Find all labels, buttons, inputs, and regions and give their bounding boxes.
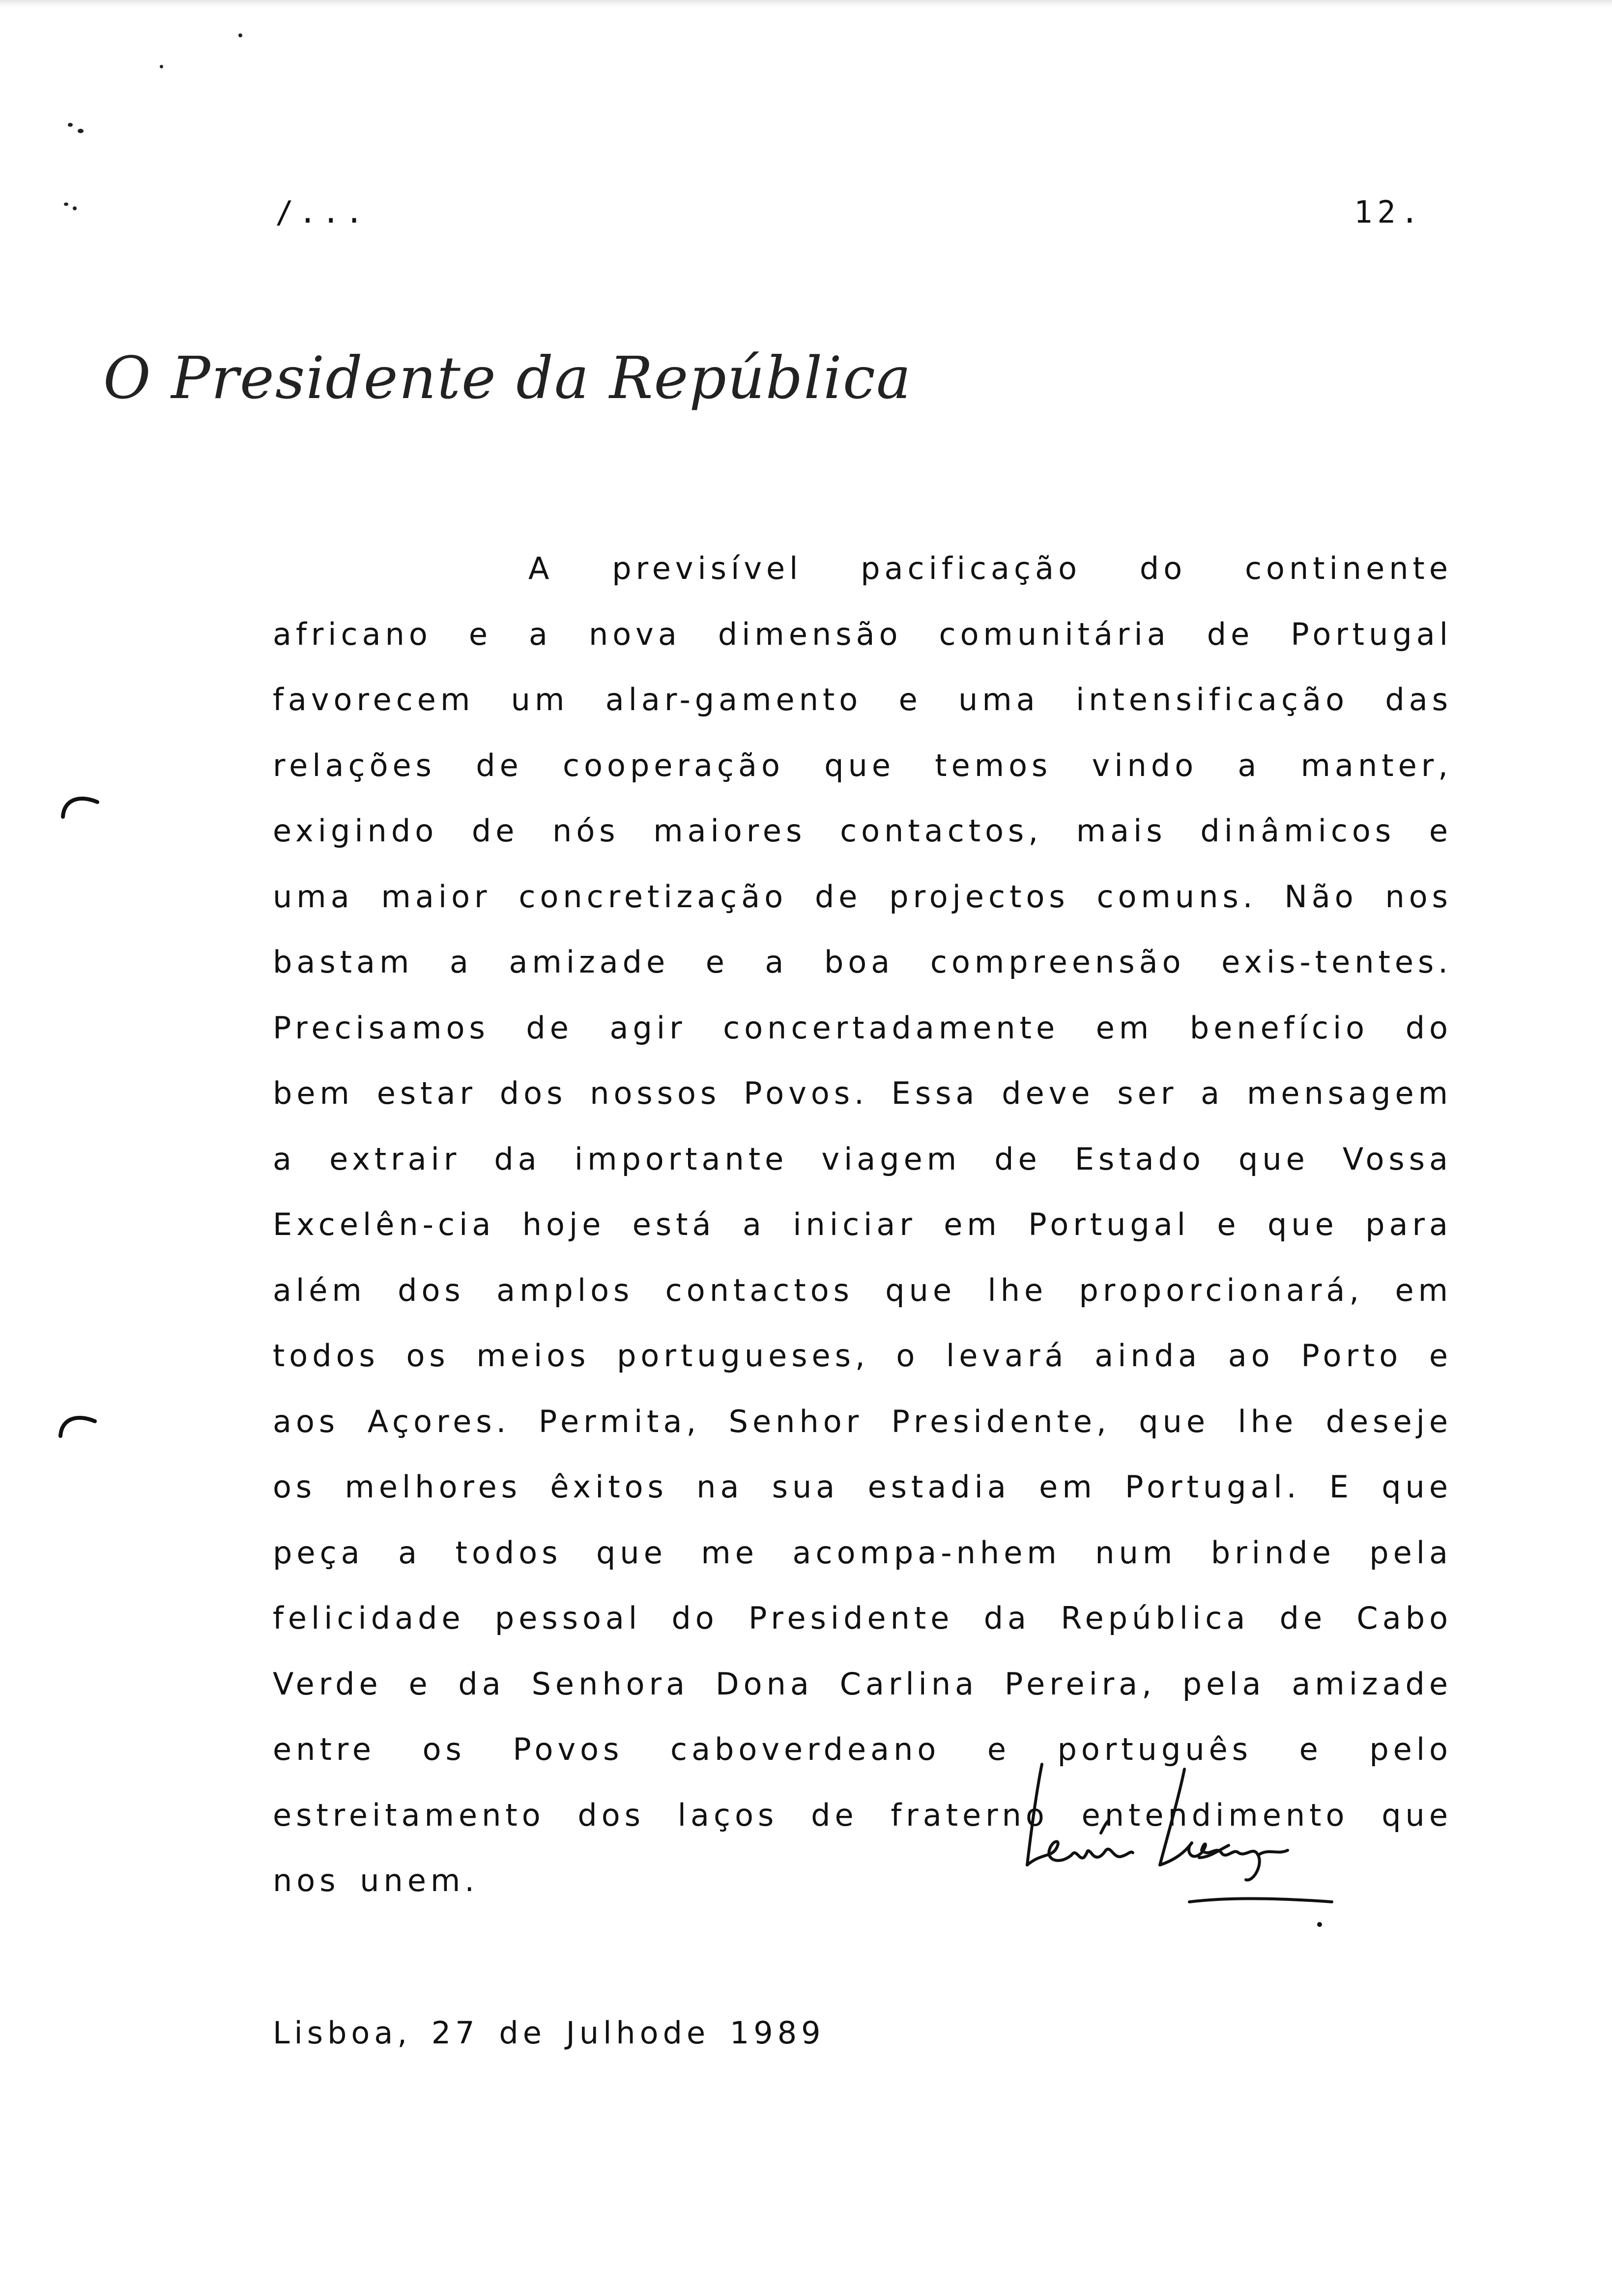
signature-image	[1022, 1759, 1347, 1966]
scan-speck	[68, 123, 73, 127]
scan-speck	[160, 65, 163, 68]
scan-speck	[238, 33, 242, 37]
scan-speck	[78, 129, 84, 133]
punch-hole-mark	[57, 1410, 101, 1440]
page-number: 12.	[1354, 194, 1424, 230]
punch-hole-mark	[59, 791, 103, 821]
scan-edge	[0, 0, 1612, 7]
body-paragraph: A previsível pacificação do continente africano e a nova dimensão comunitária de Portugal favorecem um alar-gamento e uma intensificação das relações de cooperação que temos vindo a manter, exigindo de nós maiores contactos, mais dinâmicos e uma maior concretização de projectos comuns. Não nos bastam a amizade e a boa compreensão exis-tentes. Precisamos de agir concertadamente em benefício do bem estar dos nossos Povos. Essa deve ser a mensagem a extrair da importante viagem de Estado que Vossa Excelên-cia hoje está a iniciar em Portugal e que para além dos amplos contactos que lhe proporcionará, em todos os meios portugueses, o levará ainda ao Porto e aos Açores. Permita, Senhor Presidente, que lhe deseje os melhores êxitos na sua estadia em Portugal. E que peça a todos que me acompa-nhem num brinde pela felicidade pessoal do Presidente da República de Cabo Verde e da Senhora Dona Carlina Pereira, pela amizade entre os Povos caboverdeano e português e pelo estreitamento dos laços de fraterno entendimento que nos unem.	[273, 550, 1452, 1898]
scan-speck	[73, 206, 77, 210]
continuation-mark: /...	[275, 194, 369, 230]
letterhead-title: O Presidente da República	[103, 344, 912, 412]
letter-body	[273, 536, 1452, 1914]
scan-speck	[64, 202, 68, 206]
place-and-date: Lisboa, 27 de Julhode 1989	[273, 2015, 825, 2051]
